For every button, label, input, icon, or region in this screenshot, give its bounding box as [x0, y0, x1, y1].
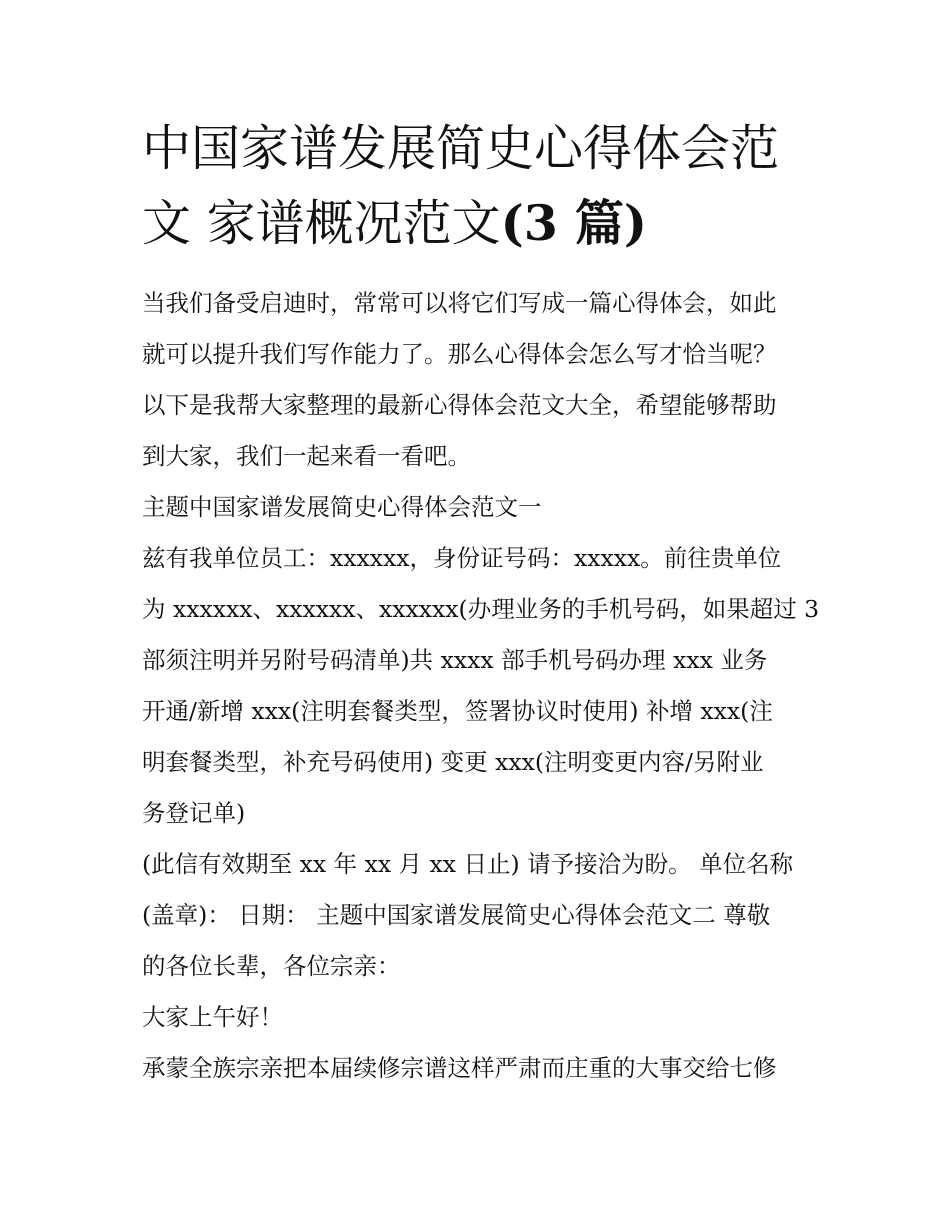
body-line: 为 xxxxxx、xxxxxx、xxxxxx(办理业务的手机号码，如果超过 3 [142, 595, 820, 623]
title-line: 文 家谱概况范文(3 篇) [142, 194, 648, 252]
document-body [142, 278, 822, 1094]
body-line: 开通/新增 xxx(注明套餐类型，签署协议时使用) 补增 xxx(注 [142, 697, 773, 725]
body-line: 以下是我帮大家整理的最新心得体会范文大全，希望能够帮助 [142, 391, 777, 419]
title-line: 中国家谱发展简史心得体会范 [142, 120, 780, 177]
body-line: 到大家，我们一起来看一看吧。 [142, 442, 471, 470]
body-line: 的各位长辈，各位宗亲： [142, 952, 401, 980]
document-title [142, 112, 842, 261]
body-line: 兹有我单位员工：xxxxxx，身份证号码：xxxxx。前往贵单位 [142, 544, 782, 572]
section-heading: 主题中国家谱发展简史心得体会范文一 [142, 493, 542, 521]
title-count: (3 篇) [500, 194, 648, 252]
body-line: 当我们备受启迪时，常常可以将它们写成一篇心得体会，如此 [142, 289, 777, 317]
body-line: 承蒙全族宗亲把本届续修宗谱这样严肃而庄重的大事交给七修 [142, 1054, 777, 1082]
body-line: (此信有效期至 xx 年 xx 月 xx 日止) 请予接洽为盼。 单位名称 [142, 850, 794, 878]
body-line: 部须注明并另附号码清单)共 xxxx 部手机号码办理 xxx 业务 [142, 646, 768, 674]
greeting-line: 大家上午好！ [142, 1003, 283, 1031]
body-line: 就可以提升我们写作能力了。那么心得体会怎么写才恰当呢？ [142, 340, 777, 368]
body-line: (盖章)： 日期： 主题中国家谱发展简史心得体会范文二 尊敬 [142, 901, 771, 929]
body-line: 务登记单) [142, 799, 246, 827]
body-line: 明套餐类型，补充号码使用) 变更 xxx(注明变更内容/另附业 [142, 748, 764, 776]
